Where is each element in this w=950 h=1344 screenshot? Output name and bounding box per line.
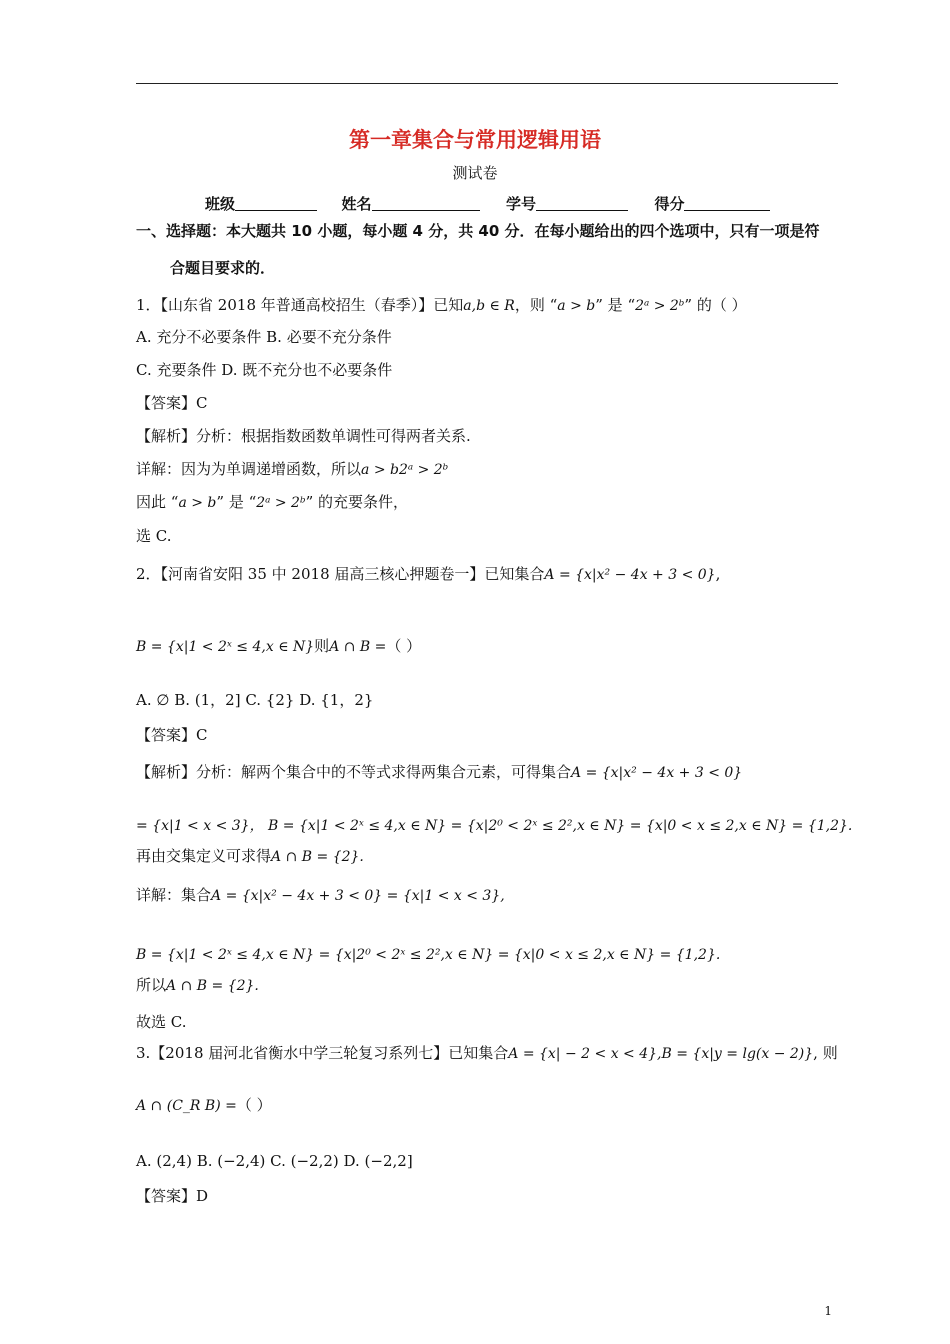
q2-options: A. ∅ B. (1，2] C. {2} D. {1，2} bbox=[136, 691, 374, 709]
score-label: 得分 bbox=[654, 195, 685, 213]
name-blank bbox=[372, 194, 480, 211]
q1-stem: 1．【山东省 2018 年普通高校招生（春季）】已知a,b ∈ R，则 “a > b” 是 “2ᵃ > 2ᵇ” 的（ ） bbox=[136, 296, 747, 314]
q1-options-ab: A. 充分不必要条件 B. 必要不充分条件 bbox=[136, 328, 392, 346]
student-info-row bbox=[205, 193, 770, 214]
q3-answer: 【答案】D bbox=[136, 1187, 209, 1205]
q1-therefore: 因此 “a > b” 是 “2ᵃ > 2ᵇ” 的充要条件， bbox=[136, 493, 409, 511]
q1-choose: 选 C. bbox=[136, 527, 172, 545]
q2-equation2: B = {x|1 < 2ˣ ≤ 4,x ∈ N} = {x|2⁰ < 2ˣ ≤ 2²,x ∈ N} = {x|0 < x ≤ 2,x ∈ N} = {1,2}. bbox=[136, 947, 721, 963]
q2-so: 所以A ∩ B = {2}. bbox=[136, 976, 259, 994]
q1-analysis: 【解析】分析：根据指数函数单调性可得两者关系. bbox=[136, 427, 471, 445]
id-label: 学号 bbox=[505, 195, 536, 213]
header-rule bbox=[136, 83, 838, 84]
q1-options-cd: C. 充要条件 D. 既不充分也不必要条件 bbox=[136, 361, 393, 379]
q2-detail: 详解：集合A = {x|x² − 4x + 3 < 0} = {x|1 < x < 3}, bbox=[136, 886, 505, 904]
q3-stem: 3.【2018 届河北省衡水中学三轮复习系列七】已知集合A = {x| − 2 < x < 4},B = {x|y = lg(x − 2)}, 则 bbox=[136, 1044, 838, 1062]
q2-line2: B = {x|1 < 2ˣ ≤ 4,x ∈ N}则A ∩ B =（ ） bbox=[136, 637, 422, 655]
q3-options: A. (2,4) B. (−2,4) C. (−2,2) D. (−2,2] bbox=[136, 1152, 413, 1170]
page-subtitle: 测试卷 bbox=[452, 164, 498, 182]
q1-answer: 【答案】C bbox=[136, 394, 208, 412]
section-heading-line1: 一、选择题：本大题共 10 小题，每小题 4 分，共 40 分．在每小题给出的四个选项中，只有一项是符 bbox=[136, 222, 820, 240]
q2-stem: 2．【河南省安阳 35 中 2018 届高三核心押题卷一】已知集合A = {x|x² − 4x + 3 < 0}, bbox=[136, 565, 721, 583]
q3-line2: A ∩ (C_R B) =（ ） bbox=[136, 1096, 272, 1114]
q2-equation1: = {x|1 < x < 3}， B = {x|1 < 2ˣ ≤ 4,x ∈ N} = {x|2⁰ < 2ˣ ≤ 2²,x ∈ N} = {x|0 < x ≤ 2,x ∈ N} = {1,2}. bbox=[136, 818, 853, 834]
q2-intersect: 再由交集定义可求得A ∩ B = {2}. bbox=[136, 847, 364, 865]
score-blank bbox=[684, 194, 770, 211]
class-label: 班级 bbox=[205, 195, 236, 213]
q2-analysis: 【解析】分析：解两个集合中的不等式求得两集合元素，可得集合A = {x|x² − 4x + 3 < 0} bbox=[136, 763, 743, 781]
page-number: 1 bbox=[824, 1304, 832, 1318]
class-blank bbox=[235, 194, 317, 211]
id-blank bbox=[536, 194, 628, 211]
page-title: 第一章集合与常用逻辑用语 bbox=[349, 128, 601, 152]
q2-choose: 故选 C. bbox=[136, 1013, 187, 1031]
q2-answer: 【答案】C bbox=[136, 726, 208, 744]
q1-detail: 详解：因为为单调递增函数，所以a > b2ᵃ > 2ᵇ bbox=[136, 460, 449, 478]
section-heading-line2: 合题目要求的． bbox=[170, 259, 276, 277]
name-label: 姓名 bbox=[341, 195, 372, 213]
